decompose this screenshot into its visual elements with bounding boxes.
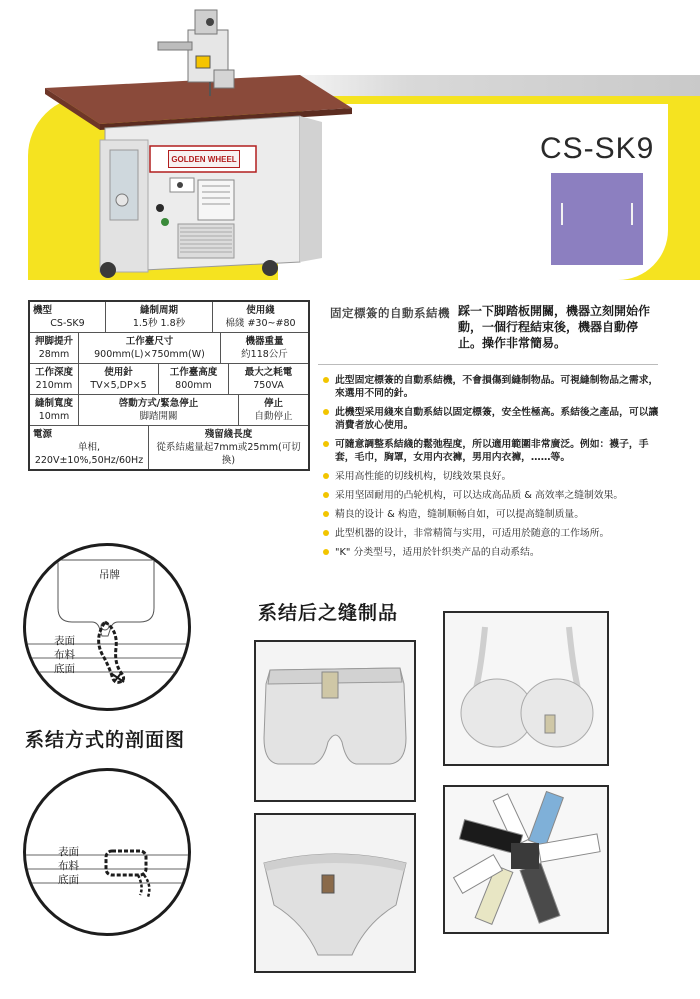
spec-label: 使用針 xyxy=(104,367,133,378)
diagram-title: 系结方式的剖面图 xyxy=(25,729,186,751)
spec-row xyxy=(30,394,308,425)
brand-label: GOLDEN WHEEL xyxy=(168,150,240,168)
spec-cell xyxy=(30,364,78,394)
layer-label-bottom: 底面 xyxy=(58,874,79,886)
feature-text: 此機型采用綫來自動系結以固定標簽，安全性極高。系結後之產品，可以讓消費者放心使用。 xyxy=(335,407,659,431)
bullet-icon xyxy=(323,492,329,498)
spec-label: 縫制周期 xyxy=(139,305,178,316)
spec-row xyxy=(30,363,308,394)
layer-label-fabric: 布料 xyxy=(58,860,79,872)
spec-cell xyxy=(220,333,308,363)
spec-value: 1.5秒 1.8秒 xyxy=(132,318,186,329)
spec-label: 電源 xyxy=(33,429,53,440)
spec-value: 棉綫 #30~#80 xyxy=(225,318,296,329)
feature-text: 采用坚固耐用的凸轮机构，可以达成高品质 & 高效率之缝制效果。 xyxy=(335,490,624,501)
spec-row xyxy=(30,332,308,363)
spec-cell xyxy=(148,426,308,469)
feature-item xyxy=(322,374,662,400)
spec-value: 自動停止 xyxy=(254,411,293,422)
bullet-icon xyxy=(323,530,329,536)
spec-value: 800mm xyxy=(175,380,212,391)
spec-value: CS-SK9 xyxy=(50,318,85,329)
spec-label: 啓動方式/緊急停止 xyxy=(118,398,199,409)
bullet-icon xyxy=(323,473,329,479)
spec-sub: 单相, xyxy=(77,442,101,453)
product-photo-briefs xyxy=(254,813,416,973)
feature-list xyxy=(322,374,662,565)
spec-label: 工作臺高度 xyxy=(169,367,218,378)
layer-label-surface: 表面 xyxy=(54,635,75,647)
feature-text: 精良的设计 & 构造，缝制顺畅自如，可以提高缝制质量。 xyxy=(335,509,584,520)
product-photo-socks xyxy=(443,785,609,934)
spec-cell xyxy=(212,302,308,332)
bullet-icon xyxy=(323,441,329,447)
spec-cell xyxy=(30,426,148,469)
swatch-stitch-left xyxy=(561,203,563,225)
spec-value: TV×5,DP×5 xyxy=(90,380,147,391)
tag-label: 吊牌 xyxy=(99,569,120,581)
feature-item xyxy=(322,438,662,464)
spec-label: 殘留綫長度 xyxy=(204,429,253,440)
description-highlight: 踩一下脚踏板開關，機器立刻開始作動，一個行程結束後，機器自動停止。操作非常簡易。 xyxy=(458,304,651,350)
spec-cell xyxy=(78,395,238,425)
spec-value: 750VA xyxy=(253,380,284,391)
spec-row xyxy=(30,302,308,332)
feature-text: 采用高性能的切线机构，切线效果良好。 xyxy=(335,471,512,482)
feature-text: 可隨意調整系結綫的鬆弛程度，所以適用範圍非常廣泛。例如：襪子，手套，毛巾，胸罩，女用内衣褲，男用内衣褲，……等。 xyxy=(335,439,649,463)
spec-value: 從系結處量起7mm或25mm(可切換) xyxy=(156,442,301,466)
spec-label: 押脚提升 xyxy=(34,336,73,347)
spec-cell xyxy=(30,302,105,332)
layer-label-surface: 表面 xyxy=(58,846,79,858)
divider xyxy=(318,364,658,365)
swatch-stitch-right xyxy=(631,203,633,225)
bullet-icon xyxy=(323,409,329,415)
knot-diagram-fabric xyxy=(23,768,191,936)
spec-value: 約118公斤 xyxy=(241,349,288,360)
spec-table xyxy=(28,300,310,471)
feature-item xyxy=(322,508,662,521)
spec-label: 縫制寬度 xyxy=(34,398,73,409)
spec-label: 機型 xyxy=(33,305,53,316)
spec-value: 28mm xyxy=(38,349,70,360)
spec-cell xyxy=(158,364,228,394)
products-title: 系结后之缝制品 xyxy=(258,602,399,624)
spec-label: 工作臺尺寸 xyxy=(125,336,174,347)
feature-text: 此型固定標簽的自動系結機，不會損傷到縫制物品。可視縫制物品之需求，來選用不同的針。 xyxy=(335,375,659,399)
feature-item xyxy=(322,546,662,559)
feature-text: 此型机器的设计，非常精简与实用，可适用於随意的工作场所。 xyxy=(335,528,610,539)
spec-cell xyxy=(30,333,78,363)
spec-label: 停止 xyxy=(263,398,283,409)
product-photo-boxer-briefs xyxy=(254,640,416,802)
layer-label-fabric: 布料 xyxy=(54,649,75,661)
model-title: CS-SK9 xyxy=(540,132,655,165)
feature-item xyxy=(322,470,662,483)
product-photo-bra xyxy=(443,611,609,766)
bullet-icon xyxy=(323,511,329,517)
spec-cell xyxy=(78,333,220,363)
knot-diagram-tag xyxy=(23,543,191,711)
spec-label: 機器重量 xyxy=(245,336,284,347)
spec-value: 脚踏開關 xyxy=(139,411,178,422)
spec-value: 900mm(L)×750mm(W) xyxy=(94,349,205,360)
spec-value: 210mm xyxy=(35,380,73,391)
layer-label-bottom: 底面 xyxy=(54,663,75,675)
spec-label: 工作深度 xyxy=(34,367,73,378)
spec-row xyxy=(30,425,308,469)
feature-item xyxy=(322,489,662,502)
spec-cell xyxy=(238,395,308,425)
feature-text: "K" 分类型号，适用於针织类产品的自动系结。 xyxy=(335,547,540,558)
bullet-icon xyxy=(323,377,329,383)
spec-value: 10mm xyxy=(38,411,70,422)
spec-value: 220V±10%,50Hz/60Hz xyxy=(34,455,144,466)
spec-cell xyxy=(228,364,308,394)
spec-cell xyxy=(30,395,78,425)
spec-cell xyxy=(78,364,158,394)
machine-illustration xyxy=(0,0,360,285)
purple-swatch xyxy=(551,173,643,265)
spec-label: 使用綫 xyxy=(246,305,275,316)
feature-item xyxy=(322,406,662,432)
description-heading: 固定標簽的自動系結機 xyxy=(330,306,450,320)
feature-item xyxy=(322,527,662,540)
spec-cell xyxy=(105,302,212,332)
bullet-icon xyxy=(323,549,329,555)
spec-label: 最大之耗電 xyxy=(244,367,293,378)
